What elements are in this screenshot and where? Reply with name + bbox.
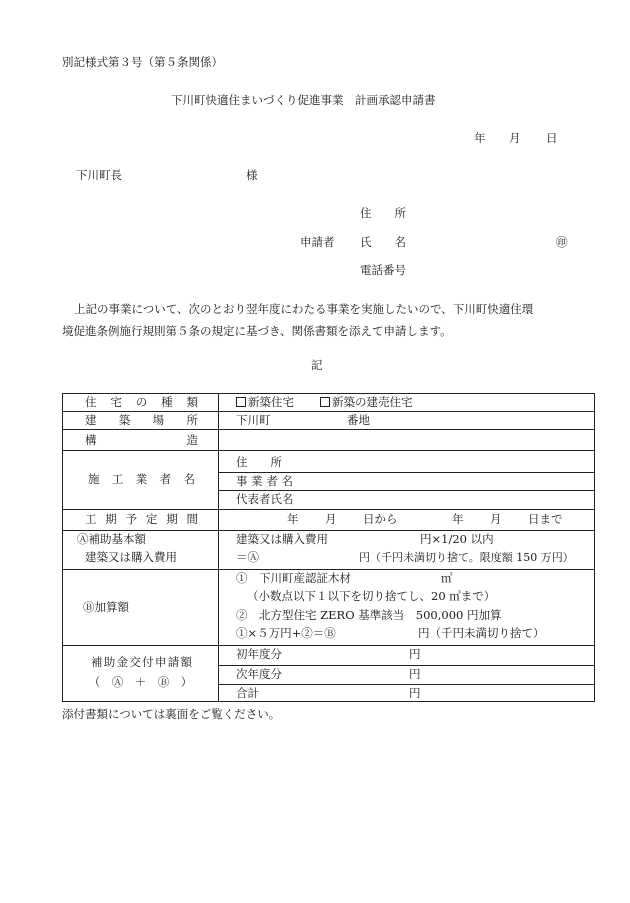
contractor-label (88, 474, 195, 486)
wood-unit: ㎥ (441, 571, 453, 585)
cost-label: 建築又は購入費用 (236, 532, 328, 546)
housing-option-new[interactable] (236, 397, 294, 409)
row-divider (63, 530, 594, 531)
row-divider (63, 569, 594, 570)
label-char: 付 (142, 655, 154, 669)
row-divider (218, 684, 594, 685)
label-char: 施 (88, 472, 100, 486)
contractor-address-label: 住 所 (236, 455, 282, 469)
label-char: 築 (118, 413, 131, 427)
label-char: 造 (186, 433, 198, 447)
label-char: 所 (186, 413, 198, 427)
label-char: 工 (85, 512, 97, 526)
zero-standard-item: ② 北方型住宅 ZERO 基準該当 500,000 円加算 (236, 608, 502, 622)
row-divider (63, 645, 594, 646)
label-char: 間 (186, 512, 198, 526)
label-char: 場 (152, 413, 165, 427)
basic-amount-unit: 円（千円未満切り捨て。限度額 150 万円） (359, 551, 574, 564)
schedule-end-month: 月 (490, 512, 502, 526)
site-town: 下川町 (236, 413, 271, 427)
grant-year2-label: 次年度分 (236, 667, 282, 681)
date-year-label: 年 (474, 131, 486, 145)
wood-item: ① 下川町産認証木材 (236, 571, 351, 585)
grant-year1-unit: 円 (409, 647, 421, 661)
site-label (85, 415, 198, 427)
schedule-start-year: 年 (287, 512, 299, 526)
form-number: 別記様式第３号（第５条関係） (62, 55, 223, 69)
applicant-address-label: 住 所 (360, 206, 406, 220)
site-lot: 番地 (347, 413, 370, 427)
row-divider (63, 411, 594, 412)
row-divider (63, 429, 594, 430)
body-paragraph (62, 298, 574, 342)
grant-total-label: 合計 (236, 686, 259, 700)
schedule-end-day: 日まで (528, 512, 563, 526)
grant-label (91, 657, 192, 669)
label-char: 類 (186, 395, 198, 409)
addressee-honorific: 様 (246, 168, 258, 182)
checkbox-icon[interactable] (320, 397, 330, 407)
wood-note: （小数点以下１以下を切り捨てし、20 ㎥まで） (247, 589, 496, 603)
row-divider (63, 509, 594, 510)
checkbox-icon[interactable] (236, 397, 246, 407)
additional-formula: ①×５万円+②＝Ⓑ (236, 626, 336, 640)
option-label: 新築の建売住宅 (332, 395, 413, 409)
grant-year1-label: 初年度分 (236, 647, 282, 661)
label-char: 補 (91, 655, 103, 669)
grant-formula-label: （ Ⓐ ＋ Ⓑ ） (88, 675, 193, 689)
basic-amount-label: Ⓐ補助基本額 (77, 532, 146, 546)
label-char: 請 (167, 655, 180, 669)
row-divider (218, 472, 594, 473)
label-char: 種 (161, 395, 173, 409)
label-char: 住 (85, 395, 97, 409)
schedule-label (85, 514, 198, 526)
label-char: 金 (116, 655, 129, 669)
attachment-note: 添付書類については裏面をご覧ください。 (62, 707, 281, 721)
contractor-representative-label: 代表者氏名 (236, 492, 294, 506)
additional-amount-label: Ⓑ加算額 (83, 600, 129, 614)
label-char: 工 (111, 472, 124, 486)
additional-formula-unit: 円（千円未満切り捨て） (418, 626, 545, 640)
label-char: 定 (145, 512, 158, 526)
label-char: 期 (105, 512, 117, 526)
label-char: 建 (85, 413, 97, 427)
label-char: 額 (180, 655, 192, 669)
application-table (62, 393, 595, 702)
cost-unit: 円×1/20 以内 (420, 532, 494, 546)
contractor-business-name-label: 事 業 者 名 (236, 474, 293, 488)
row-divider (218, 665, 594, 666)
column-divider (218, 394, 219, 701)
label-char: 者 (159, 472, 172, 486)
label-char: 予 (125, 512, 138, 526)
addressee-name: 下川町長 (76, 168, 122, 182)
label-char: 名 (183, 472, 195, 486)
grant-total-unit: 円 (409, 686, 421, 700)
label-char: 期 (166, 512, 178, 526)
applicant-name-label: 氏 名 (360, 235, 406, 249)
schedule-start-day: 日から (363, 512, 398, 526)
applicant-role-label: 申請者 (300, 235, 335, 249)
date-month-label: 月 (509, 131, 521, 145)
option-label: 新築住宅 (248, 395, 294, 409)
housing-type-label (85, 397, 198, 409)
date-day-label: 日 (546, 131, 558, 145)
basic-amount-sublabel: 建築又は購入費用 (85, 550, 177, 564)
grant-year2-unit: 円 (409, 667, 421, 681)
row-divider (63, 450, 594, 451)
label-char: 業 (135, 472, 148, 486)
structure-label (85, 435, 198, 447)
basic-amount-equals: ＝Ⓐ (236, 550, 259, 564)
label-char: 申 (154, 655, 167, 669)
schedule-start-month: 月 (325, 512, 337, 526)
label-char: 交 (129, 655, 141, 669)
label-char: 構 (85, 433, 97, 447)
applicant-phone-label: 電話番号 (360, 263, 406, 277)
seal-mark: ㊞ (556, 235, 568, 249)
label-char: 助 (103, 655, 116, 669)
body-line-2: 境促進条例施行規則第５条の規定に基づき、関係書類を添えて申請します。 (62, 324, 452, 338)
ki-marker: 記 (311, 358, 323, 372)
label-char: の (135, 395, 148, 409)
body-line-1: 上記の事業について、次のとおり翌年度にわたる事業を実施したいので、下川町快適住環 (74, 302, 534, 316)
schedule-end-year: 年 (452, 512, 464, 526)
document-title: 下川町快適住まいづくり促進事業 計画承認申請書 (171, 93, 436, 107)
label-char: 宅 (110, 395, 122, 409)
housing-option-ready-built[interactable] (320, 397, 413, 409)
row-divider (218, 490, 594, 491)
